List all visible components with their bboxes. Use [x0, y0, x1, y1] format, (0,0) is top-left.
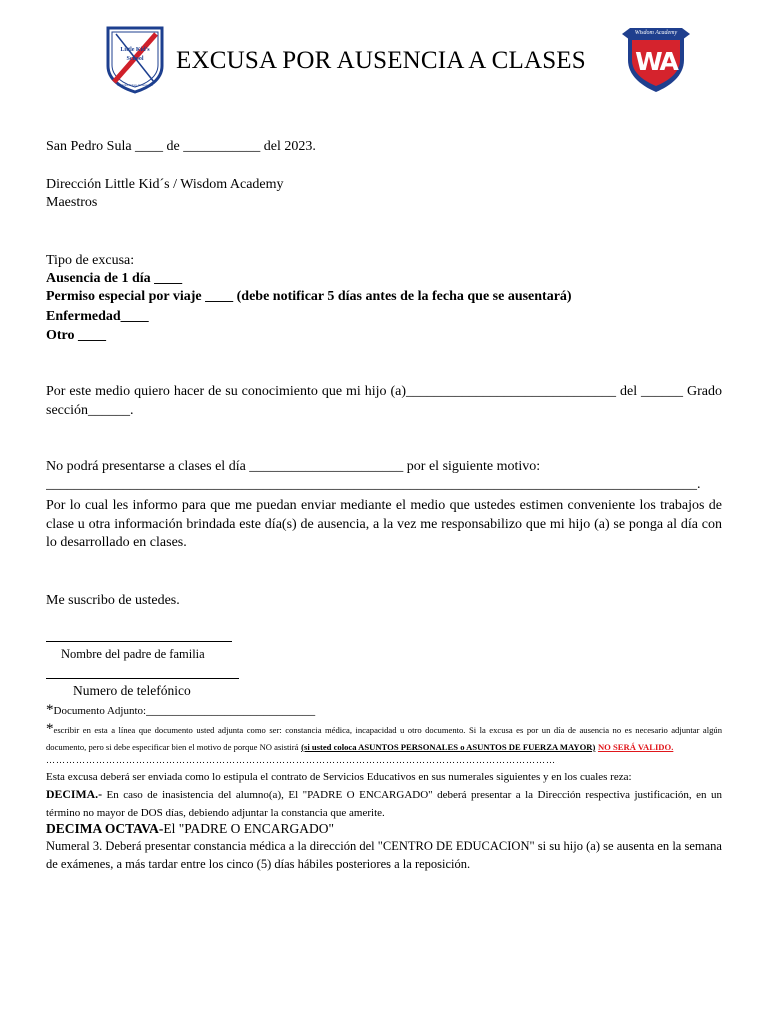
note-text: escribir en esta a línea que documento usted adjunta como ser: constancia médica, incapacidad u otro documento. Si la excusa es por un día de ausencia no es necesario adjuntar algún documento, pero si debe especificar bien el motivo de porque NO asistirá [46, 725, 722, 752]
attachment-note [46, 721, 722, 756]
date-line: San Pedro Sula ____ de ___________ del 2023. [46, 139, 316, 154]
note-warning: NO SERÁ VALIDO. [597, 742, 674, 752]
decima-octava-label: DECIMA OCTAVA- [46, 821, 164, 836]
decima-label: DECIMA.- [46, 787, 103, 801]
clause-decima-octava-heading [46, 820, 334, 837]
recipient-line-1: Dirección Little Kid´s / Wisdom Academy [46, 177, 284, 192]
option-travel-permit: Permiso especial por viaje ____ (debe notificar 5 días antes de la fecha que se ausentará) [46, 289, 572, 304]
little-kids-logo [104, 24, 166, 94]
wisdom-academy-logo [620, 22, 692, 94]
note-asterisk: * [46, 721, 54, 737]
closing-line: Me suscribo de ustedes. [46, 593, 180, 608]
option-illness: Enfermedad____ [46, 309, 149, 324]
attachment-line [46, 701, 315, 720]
option-other: Otro ____ [46, 328, 107, 343]
inform-paragraph: Por lo cual les informo para que me puedan enviar mediante el medio que ustedes estimen conveniente los trabajos de clase u otra información brindada este día(s) de ausencia, a la vez me responsabilizo que mi hijo (a) se ponga al día con lo desarrollado en clases. [46, 498, 722, 550]
attachment-asterisk: * [46, 702, 54, 718]
logo-right-text: WA [635, 47, 677, 76]
child-paragraph-line-1: Por este medio quiero hacer de su conocimiento que mi hijo (a)______________________________ del ______ Grado [46, 384, 722, 399]
contract-intro: Esta excusa deberá ser enviada como lo estipula el contrato de Servicios Educativos en sus numerales siguientes y en los cuales reza: [46, 771, 632, 783]
decima-text: En caso de inasistencia del alumno(a), El "PADRE O ENCARGADO" deberá presentar a la Dirección respectiva justificación, en un término no mayor de DOS días, debiendo adjuntar la constancia que amerite. [46, 789, 722, 819]
logo-left-motto: Disciplina, Trabajo, Perseverancia [117, 84, 153, 87]
attachment-blank: __________________________ [146, 702, 316, 717]
phone-label: Numero de telefónico [73, 683, 191, 698]
child-paragraph-line-2: sección______. [46, 403, 134, 418]
recipient-line-2: Maestros [46, 195, 98, 210]
excuse-type-label: Tipo de excusa: [46, 253, 135, 268]
dotted-separator: ……………………………………………………………………………………………………………………………………… [46, 755, 556, 765]
absence-reason-line: _____________________________________________________________________________________________. [46, 477, 701, 492]
parent-name-label: Nombre del padre de familia [61, 647, 205, 661]
logo-right-banner: Wisdom Academy [634, 30, 678, 36]
note-emphasis: (si usted coloca ASUNTOS PERSONALES o ASUNTOS DE FUERZA MAYOR) [301, 742, 596, 752]
option-absence-one-day: Ausencia de 1 día ____ [46, 271, 183, 286]
decima-octava-text: Numeral 3. Deberá presentar constancia médica a la dirección del "CENTRO DE EDUCACION" si su hijo (a) se ausenta en la semana de exámenes, a más tardar entre los cinco (5) días hábiles posteriores a la reposición. [46, 839, 722, 871]
clause-decima [46, 786, 722, 822]
absence-date-line: No podrá presentarse a clases el día ______________________ por el siguiente motivo: [46, 459, 541, 474]
decima-octava-label-rest: El "PADRE O ENCARGADO" [163, 821, 335, 836]
attachment-label: Documento Adjunto: [53, 705, 147, 717]
page-title: EXCUSA POR AUSENCIA A CLASES [176, 47, 586, 74]
parent-signature-line [46, 641, 232, 642]
phone-line [46, 678, 239, 679]
logo-left-text: Little Kid's School [120, 47, 150, 62]
